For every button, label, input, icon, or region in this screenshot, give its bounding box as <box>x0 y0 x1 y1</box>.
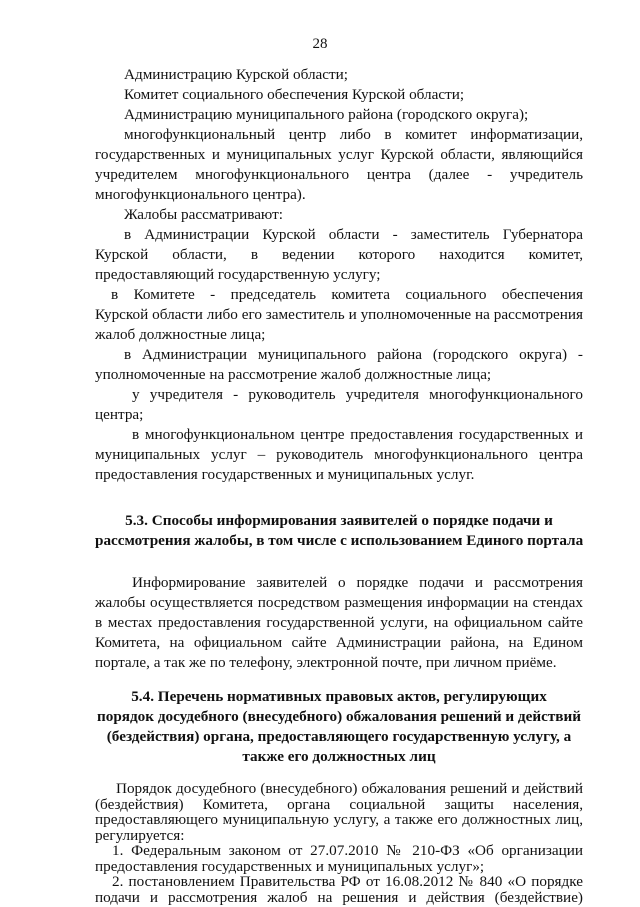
text-line: центра; <box>95 406 144 423</box>
text-line: жалоб должностные лица; <box>95 326 266 343</box>
text-line: жалобы осуществляется посредством размещения информации на стендах <box>95 594 583 611</box>
text-line: Жалобы рассматривают: <box>124 206 283 223</box>
text-line: многофункционального центра). <box>95 186 306 203</box>
section-heading: порядок досудебного (внесудебного) обжалования решений и действий <box>96 708 582 725</box>
section-heading: также его должностных лиц <box>242 748 436 765</box>
text-line: в Администрации муниципального района (городского округа) - <box>124 346 583 363</box>
text-line: (бездействия) Комитета, органа социальной защиты населения, <box>95 795 583 813</box>
text-line: Курской области либо его заместитель и уполномоченные на рассмотрения <box>95 306 583 323</box>
text-line: Комитета, на официальном сайте Администрации района, на Едином <box>95 634 583 651</box>
text-line: Порядок досудебного (внесудебного) обжалования решений и действий <box>116 780 583 797</box>
section-heading: рассмотрения жалобы, в том числе с использованием Единого портала <box>95 532 584 549</box>
list-item: Администрацию муниципального района (городского округа); <box>124 106 529 123</box>
text-line: в многофункциональном центре предоставления государственных и <box>132 426 583 443</box>
list-item: Администрацию Курской области; <box>124 66 349 83</box>
section-heading: (бездействия) органа, предоставляющего государственную услугу, а <box>106 728 572 745</box>
text-line: предоставления государственных и муниципальных услуг. <box>95 466 475 483</box>
section-heading: 5.3. Способы информирования заявителей о порядке подачи и <box>125 512 553 529</box>
text-line: в Администрации Курской области - заместитель Губернатора <box>124 226 583 243</box>
text-line: предоставления государственных и муниципальных услуг»; <box>95 857 485 875</box>
text-line: в Комитете - председатель комитета социального обеспечения <box>111 286 583 303</box>
text-line: Информирование заявителей о порядке подачи и рассмотрения <box>132 574 583 591</box>
text-line: Курской области, в ведении которого находится комитет, <box>95 246 583 263</box>
text-line: подачи и рассмотрения жалоб на решения и действия (бездействие) <box>95 888 583 906</box>
text-line: у учредителя - руководитель учредителя многофункционального <box>132 386 583 403</box>
section-heading: 5.4. Перечень нормативных правовых актов, регулирующих <box>131 688 547 705</box>
text-line: регулируется: <box>95 826 185 844</box>
text-line: многофункциональный центр либо в комитет информатизации, <box>124 126 583 143</box>
text-line: государственных и муниципальных услуг Курской области, являющийся <box>95 146 583 163</box>
page-number: 28 <box>312 36 328 52</box>
text-line: учредителем многофункционального центра (далее - учредитель <box>95 166 583 183</box>
text-line: в местах предоставления государственной услуги, на официальном сайте <box>95 614 583 631</box>
text-line: предоставляющий государственную услугу; <box>95 266 381 283</box>
text-line: портале, а так же по телефону, электронной почте, при личном приёме. <box>95 654 557 671</box>
text-line: уполномоченные на рассмотрение жалоб должностные лица; <box>95 366 492 383</box>
list-item: Комитет социального обеспечения Курской области; <box>124 86 465 103</box>
text-line: предоставляющего муниципальную услугу, а также его должностных лиц, <box>95 811 583 828</box>
text-line: 2. постановлением Правительства РФ от 16.08.2012 № 840 «О порядке <box>112 873 583 890</box>
text-line: 1. Федеральным законом от 27.07.2010 № 210-ФЗ «Об организации <box>112 842 583 859</box>
text-line: муниципальных услуг – руководитель многофункционального центра <box>95 446 583 463</box>
